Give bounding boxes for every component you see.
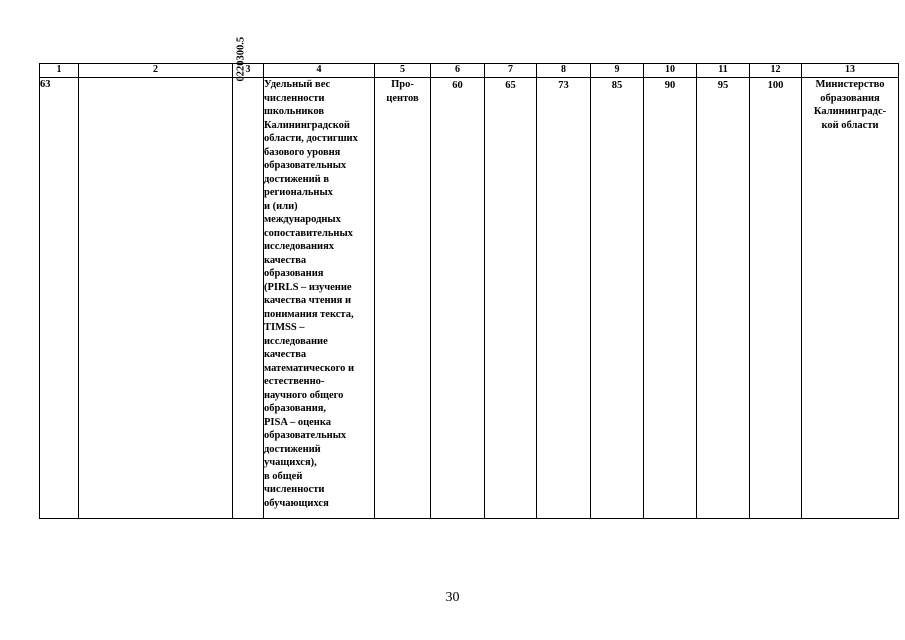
responsible-cell <box>802 78 899 519</box>
column-header: 8 <box>537 64 591 78</box>
column-header: 1 <box>40 64 79 78</box>
header-row <box>40 64 899 78</box>
indicator-table <box>39 36 899 519</box>
value-cell: 95 <box>697 78 750 519</box>
column-header: 9 <box>591 64 644 78</box>
unit-cell <box>375 78 431 519</box>
column-header: 5 <box>375 64 431 78</box>
indicator-code: 0220300.5 <box>235 36 247 81</box>
column-header: 3 <box>233 64 264 78</box>
unit-text: Про- центов <box>386 79 419 104</box>
column-header: 10 <box>644 64 697 78</box>
value-cell: 85 <box>591 78 644 519</box>
value-cell: 73 <box>537 78 591 519</box>
column-header: 7 <box>485 64 537 78</box>
column-header: 4 <box>264 64 375 78</box>
value-cell: 65 <box>485 78 537 519</box>
table-row <box>40 78 899 519</box>
value-cell: 100 <box>750 78 802 519</box>
value-cell: 60 <box>431 78 485 519</box>
value-cell: 90 <box>644 78 697 519</box>
column-header: 13 <box>802 64 899 78</box>
column-header: 6 <box>431 64 485 78</box>
code-cell <box>233 36 264 519</box>
column-header: 2 <box>79 64 233 78</box>
row-number: 63 <box>40 78 79 519</box>
column-header: 11 <box>697 64 750 78</box>
responsible-text: Министерство образования Калининградс- кой области <box>813 79 887 131</box>
indicator-text: Удельный вес численности школьников Калининградской области, достигших базового уровня образовательных достижений в региональных и (или) международных сопоставительных исследованиях качества образования (PIRLS – изучение качества чтения и понимания текста, TIMSS – исследование качества математического и естественно- научного общего образования, PISA – оценка образовательных достижений учащихся), в общей численности обучающихся <box>264 79 358 509</box>
page-number: 30 <box>445 590 460 605</box>
column-header: 12 <box>750 64 802 78</box>
indicator-cell <box>264 78 375 519</box>
row-col2 <box>79 78 233 519</box>
